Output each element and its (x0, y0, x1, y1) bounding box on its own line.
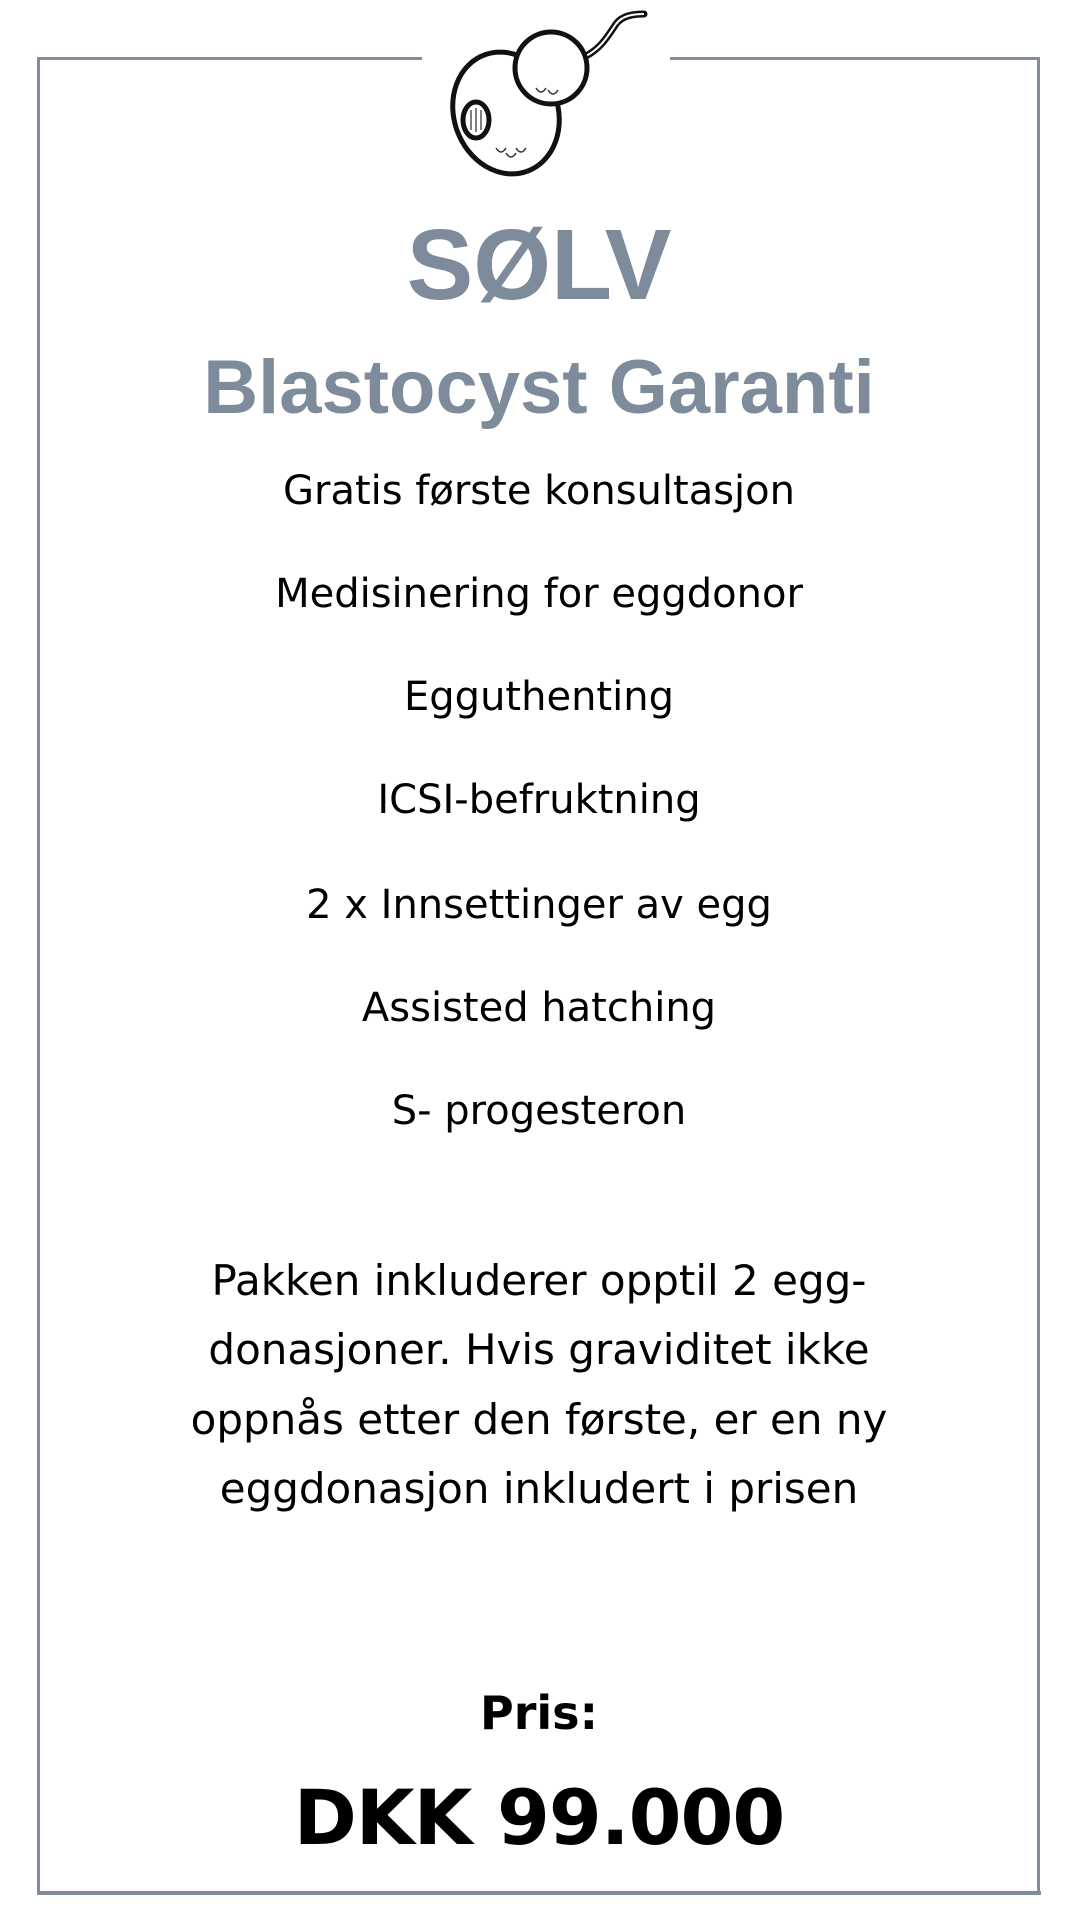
card-border-right (1037, 57, 1040, 1892)
package-tier: SØLV (406, 209, 672, 321)
card-border-top-left (38, 57, 422, 60)
price-label: Pris: (480, 1686, 598, 1740)
description-line: oppnås etter den første, er en ny (190, 1395, 888, 1444)
card-border-top-right (670, 57, 1040, 60)
egg-and-sperm-icon (436, 8, 670, 178)
list-item: Medisinering for eggdonor (275, 571, 803, 617)
list-item: S- progesteron (391, 1088, 687, 1134)
list-item: Egguthenting (404, 674, 674, 720)
list-item: 2 x Innsettinger av egg (306, 882, 772, 928)
description-line: donasjoner. Hvis graviditet ikke (208, 1325, 870, 1374)
price-value: DKK 99.000 (293, 1773, 785, 1862)
package-title: Blastocyst Garanti (203, 345, 875, 430)
card-border-left (37, 57, 40, 1895)
list-item: Assisted hatching (361, 985, 717, 1031)
list-item: Gratis første konsultasjon (283, 468, 795, 514)
card-border-bottom (37, 1891, 1041, 1895)
description-line: eggdonasjon inkludert i prisen (219, 1464, 859, 1513)
list-item: ICSI-befruktning (377, 777, 701, 823)
description-line: Pakken inkluderer opptil 2 egg- (211, 1256, 867, 1305)
